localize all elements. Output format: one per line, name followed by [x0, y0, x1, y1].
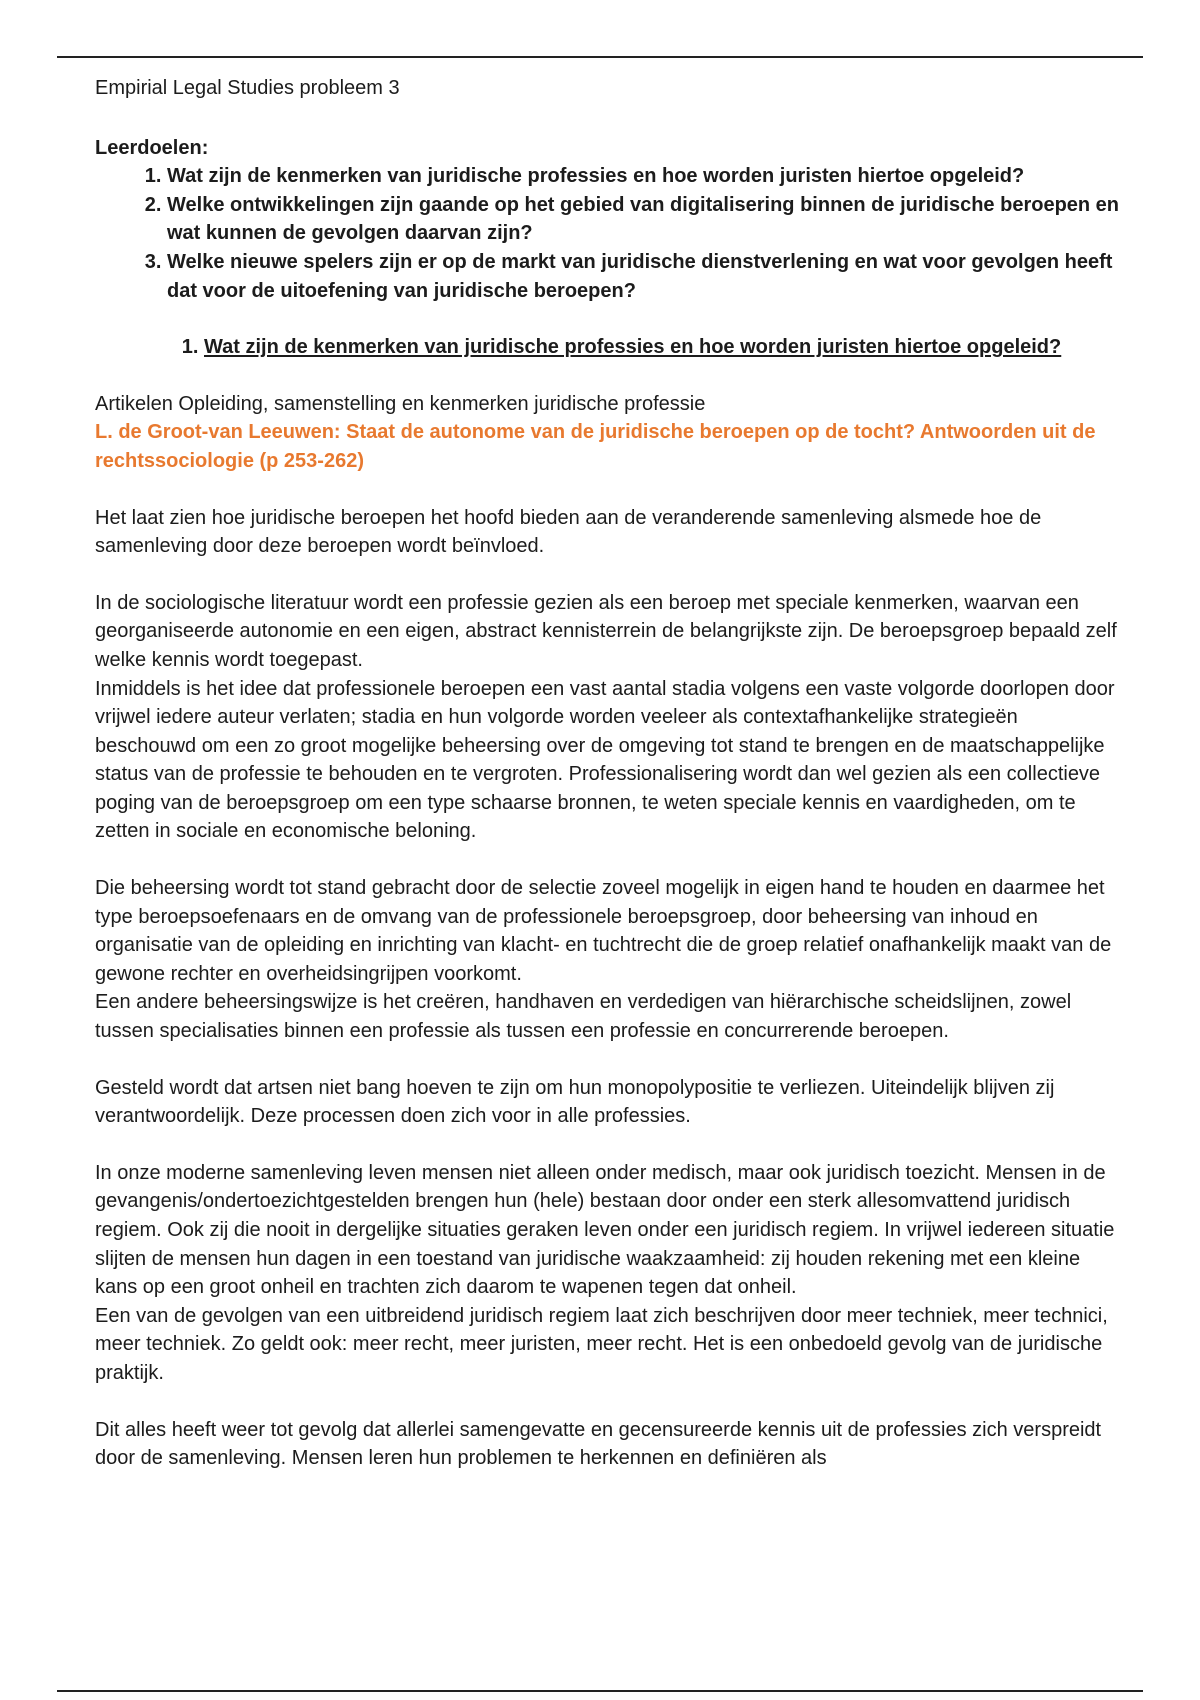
- paragraph: Die beheersing wordt tot stand gebracht door de selectie zoveel mogelijk in eigen hand te houden en daarmee het type beroepsoefenaars en de omvang van de professionele beroepsgroep, door beheersing van inhoud en organisatie van de opleiding en inrichting van klacht- en tuchtrecht die de groep relatief onafhankelijk maakt van de gewone rechter en overheidsingrijpen voorkomt.: [95, 877, 1112, 985]
- document-body: [95, 74, 1120, 1473]
- leerdoel-item: 1. Wat zijn de kenmerken van juridische professies en hoe worden juristen hiertoe opgeleid?: [167, 162, 1120, 191]
- articles-label: Artikelen Opleiding, samenstelling en kenmerken juridische professie: [95, 392, 706, 415]
- paragraph: Een andere beheersingswijze is het creëren, handhaven en verdedigen van hiërarchische scheidslijnen, zowel tussen specialisaties binnen een professie als tussen een professie en concurrerende beroepen.: [95, 991, 1072, 1043]
- section-heading-item: [204, 333, 1120, 362]
- paragraph: Inmiddels is het idee dat professionele beroepen een vast aantal stadia volgens een vaste volgorde doorlopen door vrijwel iedere auteur verlaten; stadia en hun volgorde worden veeleer als contextafhankelijke strategieën beschouwd om een zo groot mogelijke beheersing over de omgeving tot stand te brengen en de maatschappelijke status van de professie te behouden en te vergroten. Professionalisering wordt dan wel gezien als een collectieve poging van de beroepsgroep om een type schaarse bronnen, te weten speciale kennis en vaardigheden, om te zetten in sociale en economische beloning.: [95, 677, 1115, 843]
- leerdoelen-heading: Leerdoelen:: [95, 136, 209, 159]
- section-heading: Wat zijn de kenmerken van juridische professies en hoe worden juristen hiertoe opgeleid?: [204, 336, 1062, 359]
- bottom-divider: [57, 1690, 1143, 1692]
- leerdoel-item: 2. Welke ontwikkelingen zijn gaande op het gebied van digitalisering binnen de juridische beroepen en wat kunnen de gevolgen daarvan zijn?: [167, 191, 1120, 248]
- section-heading-list: [95, 333, 1120, 362]
- paragraph: Gesteld wordt dat artsen niet bang hoeven te zijn om hun monopolypositie te verliezen. Uiteindelijk blijven zij verantwoordelijk. Deze processen doen zich voor in alle professies.: [95, 1076, 1055, 1128]
- paragraph: Een van de gevolgen van een uitbreidend juridisch regiem laat zich beschrijven door meer techniek, meer technici, meer techniek. Zo geldt ook: meer recht, meer juristen, meer recht. Het is een onbedoeld gevolg van de juridische praktijk.: [95, 1304, 1108, 1384]
- leerdoelen-list: [95, 162, 1120, 305]
- paragraph: Dit alles heeft weer tot gevolg dat allerlei samengevatte en gecensureerde kennis uit de professies zich verspreidt door de samenleving. Mensen leren hun problemen te herkennen en definiëren als: [95, 1418, 1102, 1470]
- paragraph: Het laat zien hoe juridische beroepen het hoofd bieden aan de veranderende samenleving alsmede hoe de samenleving door deze beroepen wordt beïnvloed.: [95, 506, 1042, 558]
- top-divider: [57, 56, 1143, 58]
- paragraph: In de sociologische literatuur wordt een professie gezien als een beroep met speciale kenmerken, waarvan een georganiseerde autonomie en een eigen, abstract kennisterrein de belangrijkste zijn. De beroepsgroep bepaald zelf welke kennis wordt toegepast.: [95, 591, 1117, 671]
- leerdoel-item: 3. Welke nieuwe spelers zijn er op de markt van juridische dienstverlening en wat voor gevolgen heeft dat voor de uitoefening van juridische beroepen?: [167, 248, 1120, 305]
- paragraph: In onze moderne samenleving leven mensen niet alleen onder medisch, maar ook juridisch toezicht. Mensen in de gevangenis/ondertoezichtgestelden brengen hun (hele) bestaan door onder een sterk allesomvattend juridisch regiem. Ook zij die nooit in dergelijke situaties geraken leven onder een juridisch regiem. In vrijwel iedereen situatie slijten de mensen hun dagen in een toestand van juridische waakzaamheid: zij houden rekening met een kleine kans op een groot onheil en trachten zich daarom te wapenen tegen dat onheil.: [95, 1161, 1115, 1299]
- source-title: L. de Groot-van Leeuwen: Staat de autonome van de juridische beroepen op de tocht? Antwoorden uit de rechtssociologie (p 253-262): [95, 421, 1096, 472]
- document-title: Empirial Legal Studies probleem 3: [95, 77, 400, 99]
